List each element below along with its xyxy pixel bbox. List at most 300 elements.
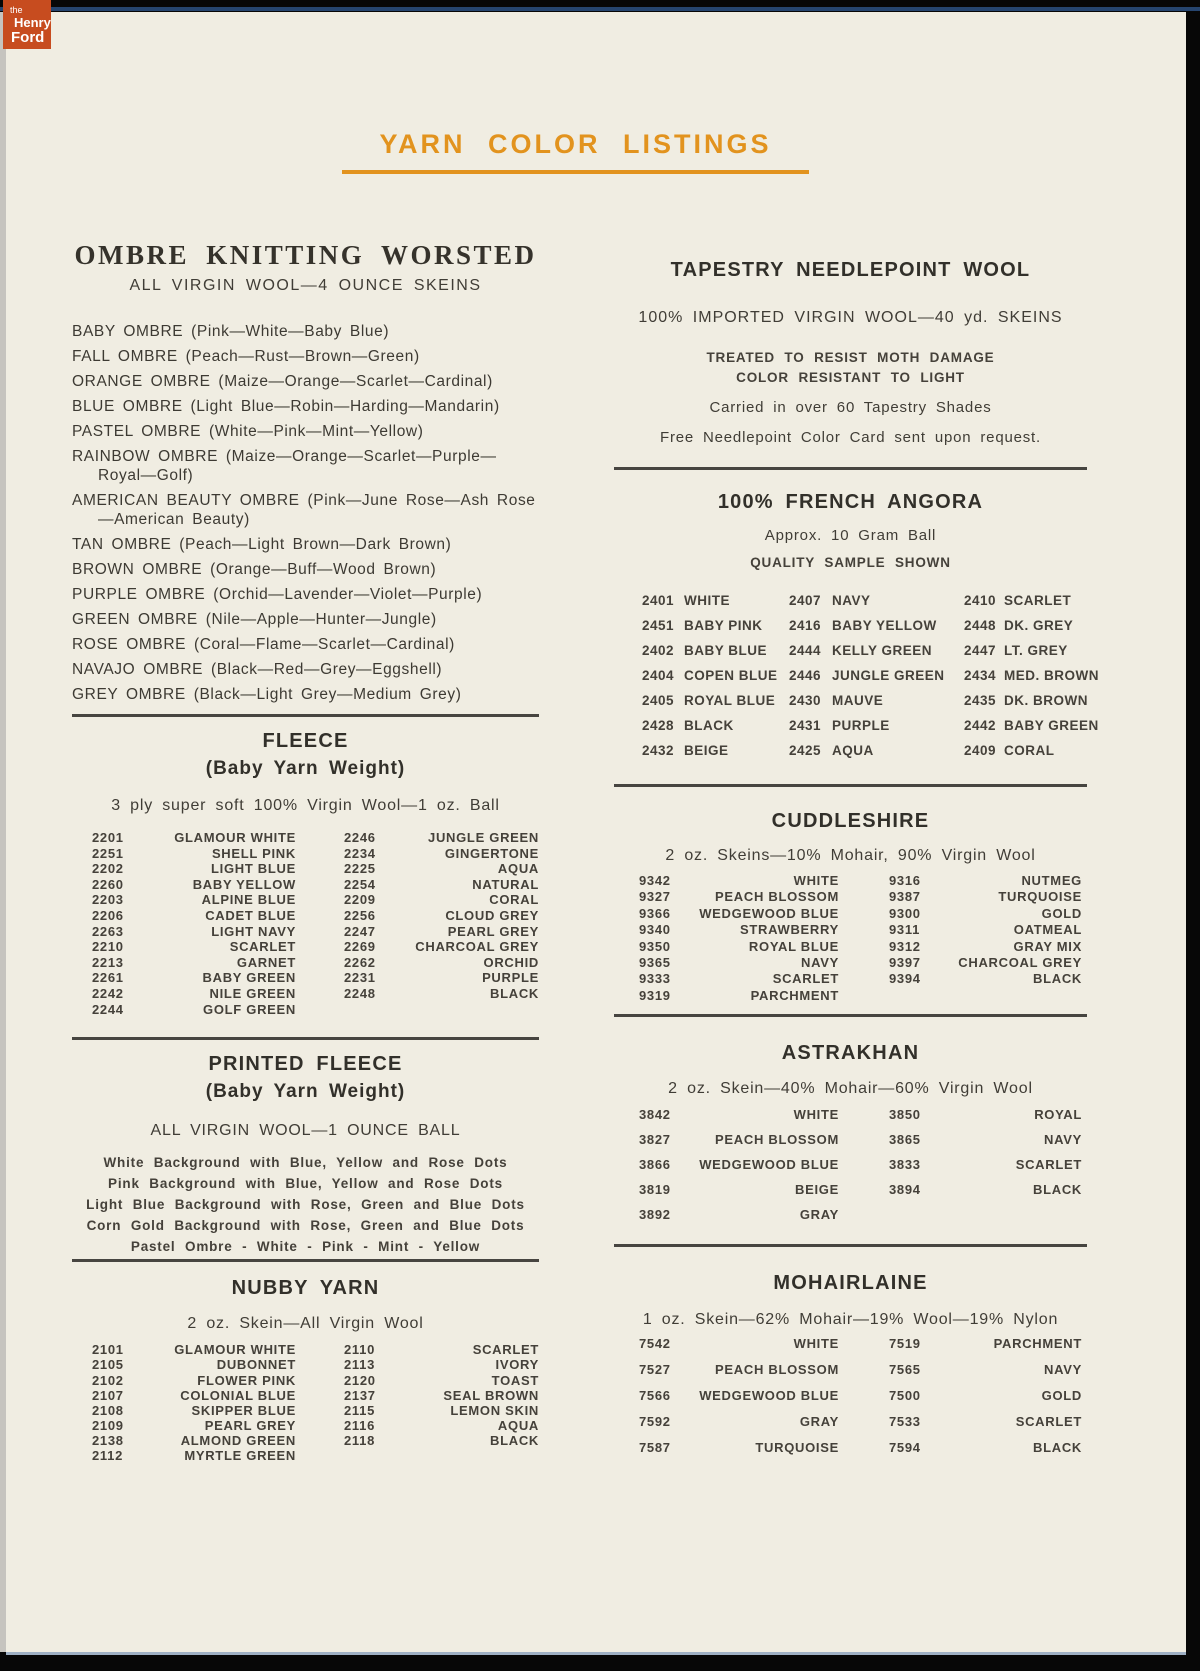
color-code: 2102 xyxy=(92,1372,124,1388)
color-code: 2425 xyxy=(789,743,822,758)
table-row xyxy=(92,1357,539,1372)
color-code: 7500 xyxy=(889,1388,921,1404)
color-code: 2105 xyxy=(92,1357,124,1373)
color-name: MAUVE xyxy=(832,693,884,708)
table-row xyxy=(92,955,539,971)
color-code: 2242 xyxy=(92,985,124,1001)
color-name: GOLD xyxy=(1041,905,1082,921)
page-title: YARN COLOR LISTINGS xyxy=(379,129,772,159)
color-name: BLACK xyxy=(1033,971,1082,987)
divider-rule xyxy=(72,1037,539,1040)
table-row xyxy=(92,830,539,846)
section-tapestry xyxy=(614,258,1087,447)
color-code: 2246 xyxy=(344,830,376,845)
section-astrakhan xyxy=(614,1041,1087,1232)
color-code: 9316 xyxy=(889,873,921,888)
list-item: BABY OMBRE (Pink—White—Baby Blue) xyxy=(72,323,390,340)
table-row xyxy=(92,846,539,862)
color-name: STRAWBERRY xyxy=(740,922,839,938)
color-code: 2137 xyxy=(344,1387,376,1403)
title-underline xyxy=(342,170,809,174)
color-name: WEDGEWOOD BLUE xyxy=(699,1388,839,1404)
color-code: 2118 xyxy=(344,1433,376,1449)
color-table-fleece xyxy=(72,830,539,1017)
section-subtitle: (Baby Yarn Weight) xyxy=(205,758,406,779)
color-code: 9397 xyxy=(889,954,921,970)
scan-edge-blue-line xyxy=(0,7,1200,11)
color-code: 2248 xyxy=(344,985,376,1001)
color-name: JUNGLE GREEN xyxy=(428,830,539,845)
table-row xyxy=(92,861,539,877)
color-code: 3894 xyxy=(889,1182,921,1198)
color-name: GLAMOUR WHITE xyxy=(174,1342,296,1358)
color-table-astrakhan xyxy=(614,1107,1087,1232)
section-note: 2 oz. Skein—40% Mohair—60% Virgin Wool xyxy=(668,1080,1033,1098)
color-code: 2138 xyxy=(92,1433,124,1449)
color-name: TURQUOISE xyxy=(755,1440,839,1456)
color-name: GOLD xyxy=(1041,1388,1082,1404)
color-name: SEAL BROWN xyxy=(443,1387,539,1403)
section-nubby xyxy=(72,1276,539,1464)
color-code: 2210 xyxy=(92,939,124,955)
list-item: Light Blue Background with Rose, Green and Blue Dots xyxy=(86,1197,525,1213)
table-row xyxy=(92,1342,539,1357)
color-table-angora xyxy=(614,593,1099,768)
table-row xyxy=(639,955,1087,971)
color-name: AQUA xyxy=(497,1418,539,1434)
list-item: NAVAJO OMBRE (Black—Red—Grey—Eggshell) xyxy=(72,661,443,678)
color-name: WHITE xyxy=(684,593,730,608)
color-code: 2428 xyxy=(642,718,675,733)
list-item: GREEN OMBRE (Nile—Apple—Hunter—Jungle) xyxy=(72,611,437,628)
divider-rule xyxy=(614,1244,1087,1247)
color-name: GINGERTONE xyxy=(444,845,539,861)
color-name: BABY GREEN xyxy=(1004,718,1099,733)
section-heading: ASTRAKHAN xyxy=(781,1042,920,1065)
color-name: NAVY xyxy=(1044,1362,1082,1378)
table-row xyxy=(92,1388,539,1403)
color-code: 2109 xyxy=(92,1418,124,1434)
list-item: RAINBOW OMBRE (Maize—Orange—Scarlet—Purple—Royal—Golf) xyxy=(72,448,497,484)
color-name: DK. GREY xyxy=(1004,618,1074,633)
color-code: 2115 xyxy=(344,1402,376,1418)
color-code: 2110 xyxy=(344,1342,376,1358)
color-code: 2442 xyxy=(964,718,997,733)
table-row xyxy=(639,1336,1087,1362)
color-code: 2405 xyxy=(642,693,675,708)
color-name: PURPLE xyxy=(832,718,890,733)
color-name: NAVY xyxy=(1044,1132,1082,1148)
color-name: SCARLET xyxy=(1015,1414,1082,1430)
color-name: CHARCOAL GREY xyxy=(415,939,539,955)
tapestry-line: Free Needlepoint Color Card sent upon request. xyxy=(660,429,1041,446)
section-mohairlaine xyxy=(614,1271,1087,1466)
color-code: 2203 xyxy=(92,892,124,908)
color-code: 2446 xyxy=(789,668,822,683)
color-code: 7542 xyxy=(639,1336,671,1352)
color-code: 7565 xyxy=(889,1362,921,1378)
color-name: AQUA xyxy=(832,743,874,758)
table-row xyxy=(92,986,539,1002)
color-name: BABY YELLOW xyxy=(192,876,296,892)
table-row xyxy=(639,873,1087,889)
section-fleece xyxy=(72,729,539,1017)
section-note: ALL VIRGIN WOOL—1 OUNCE BALL xyxy=(150,1122,461,1140)
list-item: Pink Background with Blue, Yellow and Rose Dots xyxy=(108,1176,503,1192)
section-heading: MOHAIRLAINE xyxy=(773,1272,928,1295)
color-name: SCARLET xyxy=(1004,593,1072,608)
color-name: SKIPPER BLUE xyxy=(191,1402,296,1418)
section-heading: TAPESTRY NEEDLEPOINT WOOL xyxy=(670,259,1031,281)
table-row xyxy=(639,1362,1087,1388)
divider-rule xyxy=(72,1259,539,1262)
color-name: PARCHMENT xyxy=(750,987,839,1003)
list-item: FALL OMBRE (Peach—Rust—Brown—Green) xyxy=(72,348,420,365)
left-column xyxy=(72,240,539,1464)
color-code: 7533 xyxy=(889,1414,921,1430)
color-code: 2254 xyxy=(344,876,376,892)
color-name: COLONIAL BLUE xyxy=(180,1387,296,1403)
table-row xyxy=(639,906,1087,922)
color-table-cuddleshire xyxy=(614,873,1087,1004)
right-column xyxy=(614,258,1099,1466)
list-item: BROWN OMBRE (Orange—Buff—Wood Brown) xyxy=(72,561,437,578)
color-name: BABY GREEN xyxy=(202,970,296,986)
color-name: DK. BROWN xyxy=(1004,693,1088,708)
color-code: 2201 xyxy=(92,830,124,845)
color-code: 9340 xyxy=(639,922,671,938)
color-name: BLACK xyxy=(490,1433,539,1449)
color-code: 2247 xyxy=(344,923,376,939)
color-name: JUNGLE GREEN xyxy=(832,668,945,683)
list-item: White Background with Blue, Yellow and Rose Dots xyxy=(103,1155,508,1171)
color-code: 2434 xyxy=(964,668,997,683)
section-ombre xyxy=(72,240,539,704)
table-row xyxy=(92,970,539,986)
color-code: 2262 xyxy=(344,954,376,970)
color-code: 2101 xyxy=(92,1342,124,1358)
ombre-list xyxy=(72,322,539,704)
list-item: ROSE OMBRE (Coral—Flame—Scarlet—Cardinal) xyxy=(72,636,455,653)
color-code: 2269 xyxy=(344,939,376,955)
color-name: GARNET xyxy=(236,954,296,970)
color-name: BLACK xyxy=(684,718,734,733)
color-name: NAVY xyxy=(801,954,839,970)
section-subtitle: Approx. 10 Gram Ball xyxy=(764,527,937,544)
color-code: 2213 xyxy=(92,954,124,970)
color-name: BABY BLUE xyxy=(684,643,768,658)
color-code: 2234 xyxy=(344,845,376,861)
table-row xyxy=(642,593,1087,618)
table-row xyxy=(639,939,1087,955)
section-subtitle: ALL VIRGIN WOOL—4 OUNCE SKEINS xyxy=(129,277,482,294)
color-code: 2107 xyxy=(92,1387,124,1403)
color-code: 2410 xyxy=(964,593,997,608)
table-row xyxy=(92,1433,539,1448)
color-code: 7519 xyxy=(889,1336,921,1352)
color-code: 2401 xyxy=(642,593,675,608)
color-code: 2206 xyxy=(92,907,124,923)
color-code: 3866 xyxy=(639,1157,671,1173)
color-name: PEARL GREY xyxy=(447,923,539,939)
color-name: PEACH BLOSSOM xyxy=(715,1132,839,1148)
color-code: 2432 xyxy=(642,743,675,758)
color-name: GLAMOUR WHITE xyxy=(174,830,296,845)
color-name: WEDGEWOOD BLUE xyxy=(699,1157,839,1173)
color-code: 2444 xyxy=(789,643,822,658)
color-name: NATURAL xyxy=(472,876,539,892)
color-name: CORAL xyxy=(489,892,539,908)
color-name: PURPLE xyxy=(482,970,539,986)
section-note: 1 oz. Skein—62% Mohair—19% Wool—19% Nylon xyxy=(642,1311,1059,1329)
table-row xyxy=(92,1002,539,1018)
color-code: 9350 xyxy=(639,938,671,954)
color-code: 2112 xyxy=(92,1448,124,1464)
color-name: BEIGE xyxy=(684,743,729,758)
section-subtitle: (Baby Yarn Weight) xyxy=(205,1081,406,1103)
section-note: 2 oz. Skeins—10% Mohair, 90% Virgin Wool xyxy=(665,847,1036,864)
divider-rule xyxy=(614,784,1087,787)
color-name: CORAL xyxy=(1004,743,1055,758)
section-heading: CUDDLESHIRE xyxy=(771,810,930,832)
table-row xyxy=(92,1403,539,1418)
list-item: AMERICAN BEAUTY OMBRE (Pink—June Rose—Ash Rose—American Beauty) xyxy=(72,492,536,528)
color-code: 2451 xyxy=(642,618,675,633)
color-name: BLACK xyxy=(1033,1440,1082,1456)
table-row xyxy=(92,908,539,924)
color-name: GRAY MIX xyxy=(1013,938,1082,954)
color-name: BABY PINK xyxy=(684,618,763,633)
color-name: COPEN BLUE xyxy=(684,668,778,683)
color-code: 2209 xyxy=(344,892,376,908)
color-code: 7592 xyxy=(639,1414,671,1430)
color-name: GOLF GREEN xyxy=(203,1001,296,1017)
color-name: DUBONNET xyxy=(216,1357,296,1373)
color-code: 2225 xyxy=(344,861,376,877)
color-name: WHITE xyxy=(793,1336,839,1352)
color-name: PEARL GREY xyxy=(204,1418,296,1434)
color-name: NAVY xyxy=(832,593,871,608)
table-row xyxy=(92,1418,539,1433)
color-name: LEMON SKIN xyxy=(450,1402,539,1418)
color-code: 2409 xyxy=(964,743,997,758)
color-name: CLOUD GREY xyxy=(445,907,539,923)
color-name: GRAY xyxy=(799,1207,839,1223)
section-heading: PRINTED FLEECE xyxy=(208,1053,403,1076)
logo-text-ford: Ford xyxy=(11,29,45,46)
table-row xyxy=(639,1414,1087,1440)
table-row xyxy=(642,743,1087,768)
logo-text-the: the xyxy=(10,5,23,15)
list-item: BLUE OMBRE (Light Blue—Robin—Harding—Mandarin) xyxy=(72,398,500,415)
color-code: 3865 xyxy=(889,1132,921,1148)
color-name: LT. GREY xyxy=(1004,643,1068,658)
table-row xyxy=(639,889,1087,905)
color-name: SCARLET xyxy=(1015,1157,1082,1173)
table-row xyxy=(92,924,539,940)
color-name: OATMEAL xyxy=(1013,922,1082,938)
tapestry-line: Carried in over 60 Tapestry Shades xyxy=(709,399,992,416)
color-name: BABY YELLOW xyxy=(832,618,937,633)
color-name: NILE GREEN xyxy=(209,985,296,1001)
table-row xyxy=(642,643,1087,668)
color-code: 9312 xyxy=(889,938,921,954)
catalog-page xyxy=(6,12,1186,1655)
section-note: QUALITY SAMPLE SHOWN xyxy=(750,555,951,570)
tapestry-line: TREATED TO RESIST MOTH DAMAGE xyxy=(706,350,995,365)
color-code: 2116 xyxy=(344,1418,376,1434)
color-name: LIGHT BLUE xyxy=(211,861,296,877)
color-name: CADET BLUE xyxy=(205,907,296,923)
table-row xyxy=(92,1373,539,1388)
color-code: 2244 xyxy=(92,1001,124,1017)
list-item: TAN OMBRE (Peach—Light Brown—Dark Brown) xyxy=(72,536,452,553)
color-code: 3819 xyxy=(639,1182,671,1198)
color-code: 9333 xyxy=(639,971,671,987)
section-heading: OMBRE KNITTING WORSTED xyxy=(74,240,537,270)
table-row xyxy=(639,1207,1087,1232)
color-code: 2256 xyxy=(344,907,376,923)
color-code: 9365 xyxy=(639,954,671,970)
color-name: SCARLET xyxy=(472,1342,539,1358)
color-code: 2261 xyxy=(92,970,124,986)
section-subtitle: 100% IMPORTED VIRGIN WOOL—40 yd. SKEINS xyxy=(638,309,1063,326)
color-code: 2416 xyxy=(789,618,822,633)
color-name: AQUA xyxy=(497,861,539,877)
tapestry-line: COLOR RESISTANT TO LIGHT xyxy=(736,369,965,385)
table-row xyxy=(639,971,1087,987)
color-code: 2113 xyxy=(344,1357,376,1373)
color-code: 9311 xyxy=(889,922,921,938)
color-code: 9342 xyxy=(639,873,671,888)
color-name: ROYAL BLUE xyxy=(748,938,839,954)
color-name: ORCHID xyxy=(483,954,539,970)
color-code: 9387 xyxy=(889,889,921,905)
color-code: 9319 xyxy=(639,987,671,1003)
list-item: Pastel Ombre - White - Pink - Mint - Yellow xyxy=(130,1239,481,1255)
section-heading: NUBBY YARN xyxy=(231,1277,380,1300)
color-name: GRAY xyxy=(799,1414,839,1430)
color-code: 2430 xyxy=(789,693,822,708)
table-row xyxy=(639,1157,1087,1182)
color-name: SCARLET xyxy=(772,971,839,987)
color-code: 3827 xyxy=(639,1132,671,1148)
table-row xyxy=(92,939,539,955)
table-row xyxy=(639,1107,1087,1132)
color-code: 7527 xyxy=(639,1362,671,1378)
color-name: TURQUOISE xyxy=(998,889,1082,905)
table-row xyxy=(639,922,1087,938)
color-name: PEACH BLOSSOM xyxy=(715,889,839,905)
color-code: 2402 xyxy=(642,643,675,658)
table-row xyxy=(639,1132,1087,1157)
color-code: 2231 xyxy=(344,970,376,986)
color-code: 2263 xyxy=(92,923,124,939)
color-code: 7587 xyxy=(639,1440,671,1456)
color-name: BLACK xyxy=(490,985,539,1001)
list-item: Corn Gold Background with Rose, Green and Blue Dots xyxy=(86,1218,525,1234)
section-printed-fleece xyxy=(72,1052,539,1257)
section-cuddleshire xyxy=(614,809,1087,1004)
color-table-mohairlaine xyxy=(614,1336,1087,1466)
divider-rule xyxy=(614,1014,1087,1017)
color-name: WHITE xyxy=(793,873,839,888)
color-code: 7566 xyxy=(639,1388,671,1404)
color-code: 2404 xyxy=(642,668,675,683)
table-row xyxy=(639,1440,1087,1466)
table-row xyxy=(92,877,539,893)
list-item: ORANGE OMBRE (Maize—Orange—Scarlet—Cardinal) xyxy=(72,373,493,390)
divider-rule xyxy=(614,467,1087,470)
table-row xyxy=(642,718,1099,743)
color-name: BEIGE xyxy=(795,1182,839,1198)
color-name: WHITE xyxy=(793,1107,839,1123)
table-row xyxy=(642,618,1087,643)
color-name: WEDGEWOOD BLUE xyxy=(699,905,839,921)
henry-ford-logo xyxy=(3,0,51,49)
color-table-nubby xyxy=(72,1342,539,1464)
color-code: 2435 xyxy=(964,693,997,708)
list-item: PURPLE OMBRE (Orchid—Lavender—Violet—Purple) xyxy=(72,586,483,603)
color-code: 9327 xyxy=(639,889,671,905)
color-code: 9394 xyxy=(889,971,921,987)
color-name: IVORY xyxy=(495,1357,539,1373)
color-code: 2108 xyxy=(92,1402,124,1418)
color-name: PEACH BLOSSOM xyxy=(715,1362,839,1378)
color-code: 7594 xyxy=(889,1440,921,1456)
color-name: ROYAL xyxy=(1034,1107,1082,1123)
color-name: ALMOND GREEN xyxy=(180,1433,296,1449)
color-code: 2260 xyxy=(92,876,124,892)
color-name: LIGHT NAVY xyxy=(211,923,296,939)
section-note: 2 oz. Skein—All Virgin Wool xyxy=(187,1315,424,1333)
color-code: 3842 xyxy=(639,1107,671,1123)
table-row xyxy=(642,693,1087,718)
color-code: 2431 xyxy=(789,718,822,733)
list-item: PASTEL OMBRE (White—Pink—Mint—Yellow) xyxy=(72,423,424,440)
color-code: 2202 xyxy=(92,861,124,877)
color-code: 3850 xyxy=(889,1107,921,1123)
color-name: KELLY GREEN xyxy=(832,643,933,658)
table-row xyxy=(639,1182,1087,1207)
color-code: 9366 xyxy=(639,905,671,921)
color-code: 2120 xyxy=(344,1372,376,1388)
section-heading: FLEECE xyxy=(262,730,349,752)
color-name: ALPINE BLUE xyxy=(201,892,296,908)
table-row xyxy=(639,1388,1087,1414)
color-code: 9300 xyxy=(889,905,921,921)
divider-rule xyxy=(72,714,539,717)
color-name: TOAST xyxy=(491,1372,539,1388)
color-code: 3892 xyxy=(639,1207,671,1223)
color-name: NUTMEG xyxy=(1021,873,1082,888)
section-heading: 100% FRENCH ANGORA xyxy=(717,491,984,513)
table-row xyxy=(639,988,1087,1004)
section-note: 3 ply super soft 100% Virgin Wool—1 oz. Ball xyxy=(111,797,500,814)
color-name: SHELL PINK xyxy=(211,845,296,861)
color-name: SCARLET xyxy=(229,939,296,955)
color-name: MYRTLE GREEN xyxy=(184,1448,296,1464)
table-row xyxy=(92,1448,539,1463)
color-name: BLACK xyxy=(1033,1182,1082,1198)
color-code: 2407 xyxy=(789,593,822,608)
logo-text-henry: Henry xyxy=(14,15,51,30)
color-code: 2448 xyxy=(964,618,997,633)
table-row xyxy=(642,668,1099,693)
color-name: PARCHMENT xyxy=(993,1336,1082,1352)
color-name: CHARCOAL GREY xyxy=(958,954,1082,970)
color-name: FLOWER PINK xyxy=(197,1372,296,1388)
